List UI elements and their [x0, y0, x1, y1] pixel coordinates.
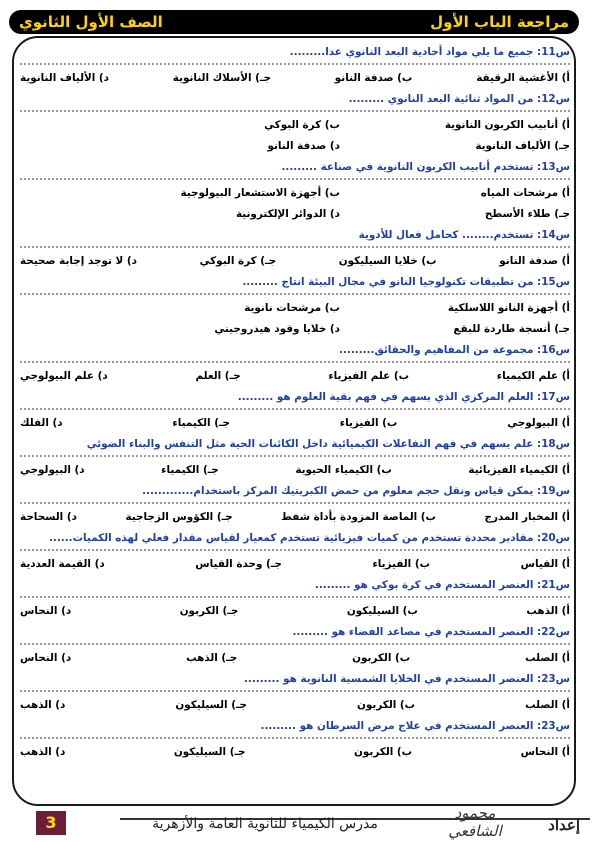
answer-option[interactable]: أ) القياس [520, 558, 570, 570]
answer-option[interactable]: ب) الكربون [354, 746, 413, 758]
question-block [20, 342, 570, 384]
options-row [20, 300, 570, 316]
options-row [20, 185, 570, 201]
answer-option[interactable]: أ) صدفة النانو [499, 255, 570, 267]
answer-option[interactable]: ب) صدفة النانو [334, 72, 413, 84]
options-row [20, 462, 570, 478]
question-block [20, 577, 570, 619]
question-text: س23: العنصر المستخدم في الخلايا الشمسية النانوية هو ......... [243, 673, 570, 685]
options-row [20, 117, 570, 133]
question-text: س18: علم يسهم في فهم التفاعلات الكيميائية داخل الكائنات الحية مثل التنفس والبناء الضوئي [86, 438, 570, 450]
question-block [20, 159, 570, 222]
answer-option[interactable]: د) لا توجد إجابة صحيحة [20, 255, 137, 267]
answer-option[interactable]: ب) كرة البوكي [264, 119, 340, 131]
options-row [20, 70, 570, 86]
answer-option[interactable]: د) صدفة النانو [267, 140, 340, 152]
question-block [20, 389, 570, 431]
dotted-separator [20, 361, 570, 363]
prepared-by-label: إعداد [548, 816, 580, 834]
question-text: س13: تستخدم أنابيب الكربون النانوية في صناعة ......... [281, 161, 570, 173]
question-text: س11: جميع ما يلي مواد أحادية البعد النانوي عدا......... [289, 46, 570, 58]
answer-option[interactable]: جـ) أنسجة طاردة للبقع [453, 323, 570, 335]
question-text: س20: مقادير محددة تستخدم من كميات فيزيائية تستخدم كمعيار لقياس مقدار فعلي لهذه الكميات...... [48, 532, 570, 544]
answer-option[interactable]: جـ) الكؤوس الزجاجية [125, 511, 233, 523]
answer-option[interactable]: جـ) السيليكون [175, 699, 247, 711]
answer-option[interactable]: ب) مرشحات نانوية [244, 302, 340, 314]
answer-option[interactable]: أ) المخبار المدرج [484, 511, 570, 523]
answer-option[interactable]: جـ) كرة البوكي [199, 255, 277, 267]
question-block [20, 274, 570, 337]
answer-option[interactable]: جـ) الكيمياء [172, 417, 230, 429]
question-block [20, 44, 570, 86]
questions-list [20, 44, 570, 765]
question-block [20, 227, 570, 269]
answer-option[interactable]: د) الفلك [20, 417, 63, 429]
options-row [20, 138, 570, 154]
answer-option[interactable]: د) النحاس [20, 605, 72, 617]
answer-option[interactable]: أ) الكيمياء الفيزيائية [468, 464, 570, 476]
answer-option[interactable]: ب) الماصة المزودة بأداة شفط [281, 511, 436, 523]
answer-option[interactable]: د) البيولوجي [20, 464, 85, 476]
options-row [20, 509, 570, 525]
answer-option[interactable]: أ) مرشحات المياه [480, 187, 570, 199]
answer-option[interactable]: جـ) وحدة القياس [195, 558, 282, 570]
dotted-separator [20, 110, 570, 112]
author-signature: محمود الشافعي [448, 804, 502, 840]
answer-option[interactable]: جـ) طلاء الأسطح [484, 208, 570, 220]
question-block [20, 91, 570, 154]
answer-option[interactable]: د) الذهب [20, 699, 66, 711]
question-text: س22: العنصر المستخدم في مصاعد الفضاء هو ......... [292, 626, 570, 638]
question-block [20, 436, 570, 478]
question-text: س19: يمكن قياس ونقل حجم معلوم من حمض الكبريتيك المركز باستخدام............. [142, 485, 570, 497]
answer-option[interactable]: ب) أجهزة الاستشعار البيولوجية [180, 187, 340, 199]
answer-option[interactable]: د) الألياف النانوية [20, 72, 109, 84]
options-row [20, 368, 570, 384]
answer-option[interactable]: ب) خلايا السيليكون [338, 255, 437, 267]
answer-option[interactable]: د) السحاحة [20, 511, 77, 523]
answer-option[interactable]: أ) البيولوجي [507, 417, 570, 429]
dotted-separator [20, 643, 570, 645]
dotted-separator [20, 293, 570, 295]
answer-option[interactable]: د) النحاس [20, 652, 72, 664]
answer-option[interactable]: د) علم البيولوجي [20, 370, 108, 382]
dotted-separator [20, 596, 570, 598]
answer-option[interactable]: أ) الذهب [526, 605, 570, 617]
question-text: س14: تستخدم........ كحامل فعال للأدوية [358, 229, 570, 241]
page-number-badge: 3 [36, 811, 66, 835]
question-text: س17: العلم المركزي الذي يسهم في فهم بقية العلوم هو ......... [237, 391, 570, 403]
question-block [20, 718, 570, 760]
question-block [20, 483, 570, 525]
answer-option[interactable]: أ) الصلب [525, 652, 570, 664]
answer-option[interactable]: جـ) الأسلاك النانوية [172, 72, 271, 84]
dotted-separator [20, 246, 570, 248]
options-row [20, 650, 570, 666]
answer-option[interactable]: أ) الأغشية الرقيقة [476, 72, 570, 84]
options-row [20, 253, 570, 269]
answer-option[interactable]: جـ) الألياف النانوية [475, 140, 570, 152]
answer-option[interactable]: جـ) الكربون [179, 605, 239, 617]
answer-option[interactable]: ب) الكيمياء الحيوية [295, 464, 392, 476]
answer-option[interactable]: أ) الصلب [525, 699, 570, 711]
answer-option[interactable]: أ) النحاس [520, 746, 570, 758]
answer-option[interactable]: د) القيمة العددية [20, 558, 105, 570]
teacher-title: مدرس الكيمياء للثانوية العامة والأزهرية [152, 816, 378, 832]
answer-option[interactable]: ب) الفيزياء [372, 558, 431, 570]
question-block [20, 624, 570, 666]
header-grade-title: الصف الأول الثانوي [19, 13, 163, 31]
dotted-separator [20, 408, 570, 410]
question-text: س23: العنصر المستخدم في علاج مرض السرطان هو ......... [260, 720, 570, 732]
question-block [20, 530, 570, 572]
question-text: س12: من المواد ثنائية البعد النانوي ......... [348, 93, 570, 105]
question-text: س15: من تطبيقات تكنولوجيا النانو في مجال البيئة انتاج ......... [242, 276, 570, 288]
header-chapter-title: مراجعة الباب الأول [430, 13, 569, 31]
dotted-separator [20, 178, 570, 180]
question-block [20, 671, 570, 713]
answer-option[interactable]: د) الذهب [20, 746, 66, 758]
answer-option[interactable]: د) خلايا وقود هيدروجيني [214, 323, 340, 335]
question-text: س21: العنصر المستخدم في كرة بوكي هو ......... [314, 579, 570, 591]
answer-option[interactable]: أ) أنابيب الكربون النانوية [444, 119, 570, 131]
options-row [20, 321, 570, 337]
answer-option[interactable]: ب) الكربون [357, 699, 416, 711]
answer-option[interactable]: ب) الفيزياء [339, 417, 398, 429]
dotted-separator [20, 63, 570, 65]
answer-option[interactable]: ب) السيليكون [346, 605, 418, 617]
dotted-separator [20, 502, 570, 504]
options-row [20, 415, 570, 431]
options-row [20, 556, 570, 572]
answer-option[interactable]: جـ) الذهب [186, 652, 238, 664]
answer-option[interactable]: جـ) العلم [195, 370, 241, 382]
answer-option[interactable]: ب) علم الفيزياء [328, 370, 410, 382]
options-row [20, 206, 570, 222]
options-row [20, 697, 570, 713]
options-row [20, 603, 570, 619]
page-header [9, 10, 579, 34]
answer-option[interactable]: أ) أجهزة النانو اللاسلكية [447, 302, 570, 314]
answer-option[interactable]: أ) علم الكيمياء [496, 370, 570, 382]
answer-option[interactable]: ب) الكربون [352, 652, 411, 664]
question-text: س16: مجموعة من المفاهيم والحقائق......... [338, 344, 570, 356]
dotted-separator [20, 455, 570, 457]
answer-option[interactable]: جـ) السيليكون [173, 746, 246, 758]
dotted-separator [20, 737, 570, 739]
answer-option[interactable]: د) الدوائر الإلكترونية [235, 208, 340, 220]
options-row [20, 744, 570, 760]
dotted-separator [20, 690, 570, 692]
answer-option[interactable]: جـ) الكيمياء [161, 464, 219, 476]
dotted-separator [20, 549, 570, 551]
